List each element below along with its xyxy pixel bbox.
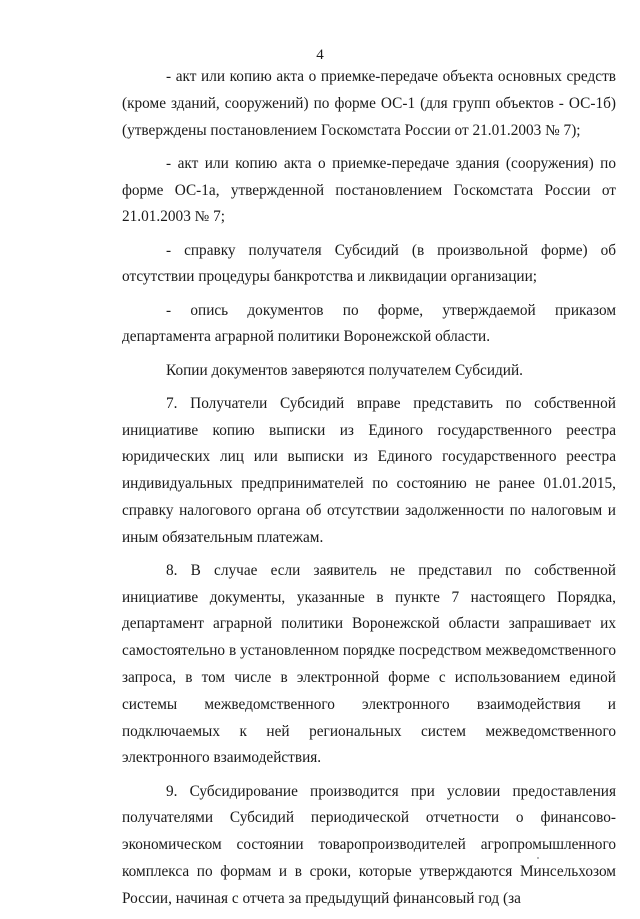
page-number: 4 [316,47,324,63]
paragraph-bankruptcy-certificate: - справку получателя Субсидий (в произвольной форме) об отсутствии процедуры банкротства и ликвидации организации; [122,241,616,286]
scan-speck [537,857,539,859]
paragraph-item-7: 7. Получатели Субсидий вправе представить по собственной инициативе копию выписки из Единого государственного реестра юридических лиц или выписки из Единого государственного реестра индивидуальных предпринимателей по состоянию не ранее 01.01.2015, справку налогового органа об отсутствии задолженности по налоговым и иным обязательным платежам. [122,394,616,546]
paragraph-act-os1: - акт или копию акта о приемке-передаче объекта основных средств (кроме зданий, сооружений) по форме ОС-1 (для групп объектов - ОС-1б) (утверждены постановлением Госкомстата России от 21.01.2003 № 7); [122,68,616,139]
paragraph-item-8: 8. В случае если заявитель не представил по собственной инициативе документы, указанные в пункте 7 настоящего Порядка, департамент аграрной политики Воронежской области запрашивает их самостоятельно в установленном порядке посредством межведомственного запроса, в том числе в электронной форме с использованием единой системы межведомственного электронного взаимодействия и подключаемых к ней региональных систем межведомственного электронного взаимодействия. [122,561,616,767]
paragraph-document-inventory: - опись документов по форме, утверждаемой приказом департамента аграрной политики Воронежской области. [122,301,616,346]
paragraph-act-os1a: - акт или копию акта о приемке-передаче здания (сооружения) по форме ОС-1а, утвержденной постановлением Госкомстата России от 21.01.2003 № 7; [122,154,616,226]
paragraph-item-9: 9. Субсидирование производится при условии предоставления получателями Субсидий периодической отчетности о финансово-экономическом состоянии товаропроизводителей агропромышленного комплекса по формам и в сроки, которые утверждаются Минсельхозом России, начиная с отчета за предыдущий финансовый год (за [122,782,616,907]
document-body [122,64,616,919]
paragraph-copies-certified: Копии документов заверяются получателем Субсидий. [166,361,523,379]
